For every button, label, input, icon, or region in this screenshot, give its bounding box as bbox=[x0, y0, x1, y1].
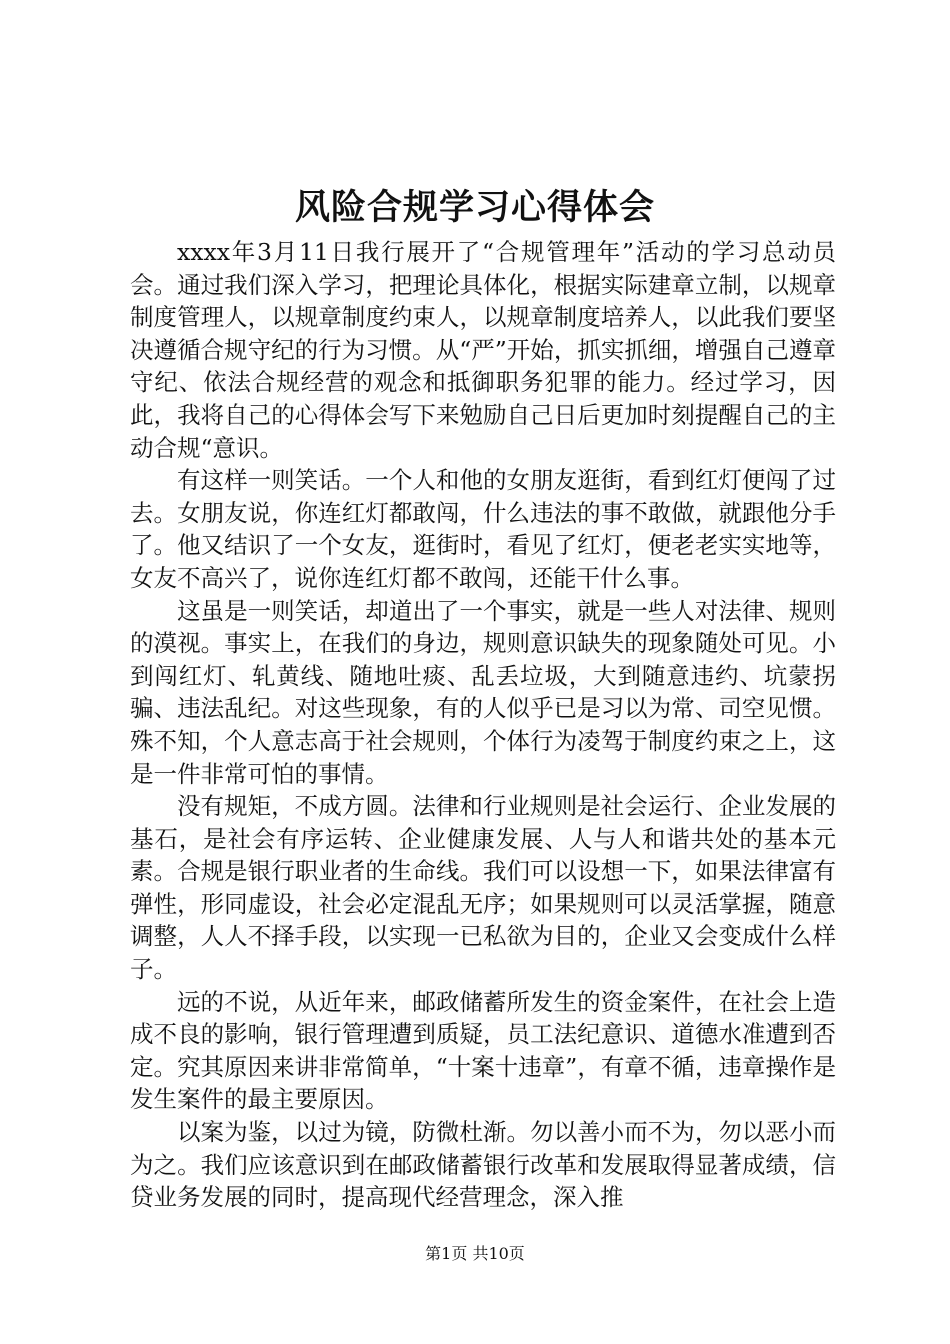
paragraph-4: 没有规矩，不成方圆。法律和行业规则是社会运行、企业发展的基石，是社会有序运转、企业健康发展、人与人和谐共处的基本元素。合规是银行职业者的生命线。我们可以设想一下，如果法律富有弹性，形同虚设，社会必定混乱无序；如果规则可以灵活掌握，随意调整，人人不择手段，以实现一已私欲为目的，企业又会变成什么样子。 bbox=[130, 792, 836, 984]
paragraph-3: 这虽是一则笑话，却道出了一个事实，就是一些人对法律、规则的漠视。事实上，在我们的身边，规则意识缺失的现象随处可见。小到闯红灯、轧黄线、随地吐痰、乱丢垃圾，大到随意违约、坑蒙拐骗、违法乱纪。对这些现象，有的人似乎已是习以为常、司空见惯。殊不知，个人意志高于社会规则，个体行为凌驾于制度约束之上，这是一件非常可怕的事情。 bbox=[130, 596, 836, 788]
paragraph-2: 有这样一则笑话。一个人和他的女朋友逛街，看到红灯便闯了过去。女朋友说，你连红灯都敢闯，什么违法的事不敢做，就跟他分手了。他又结识了一个女友，逛街时，看见了红灯，便老老实实地等，女友不高兴了，说你连红灯都不敢闯，还能干什么事。 bbox=[130, 466, 836, 592]
paragraph-1: xxxx年3月11日我行展开了“合规管理年”活动的学习总动员会。通过我们深入学习，把理论具体化，根据实际建章立制，以规章制度管理人，以规章制度约束人，以规章制度培养人，以此我们要坚决遵循合规守纪的行为习惯。从“严”开始，抓实抓细，增强自己遵章守纪、依法合规经营的观念和抵御职务犯罪的能力。经过学习，因此，我将自己的心得体会写下来勉励自己日后更加时刻提醒自己的主动合规“意识。 bbox=[130, 238, 836, 462]
paragraph-5: 远的不说，从近年来，邮政储蓄所发生的资金案件，在社会上造成不良的影响，银行管理遭到质疑，员工法纪意识、道德水准遭到否定。究其原因来讲非常简单，“十案十违章”，有章不循，违章操作是发生案件的最主要原因。 bbox=[130, 987, 836, 1114]
paragraph-6: 以案为鉴，以过为镜，防微杜渐。勿以善小而不为，勿以恶小而为之。我们应该意识到在邮政储蓄银行改革和发展取得显著成绩，信贷业务发展的同时，提高现代经营理念，深入推 bbox=[130, 1118, 836, 1212]
document-title: 风险合规学习心得体会 bbox=[294, 187, 655, 228]
document-body bbox=[130, 236, 836, 1214]
page-number-footer: 第1页 共10页 bbox=[425, 1244, 525, 1263]
